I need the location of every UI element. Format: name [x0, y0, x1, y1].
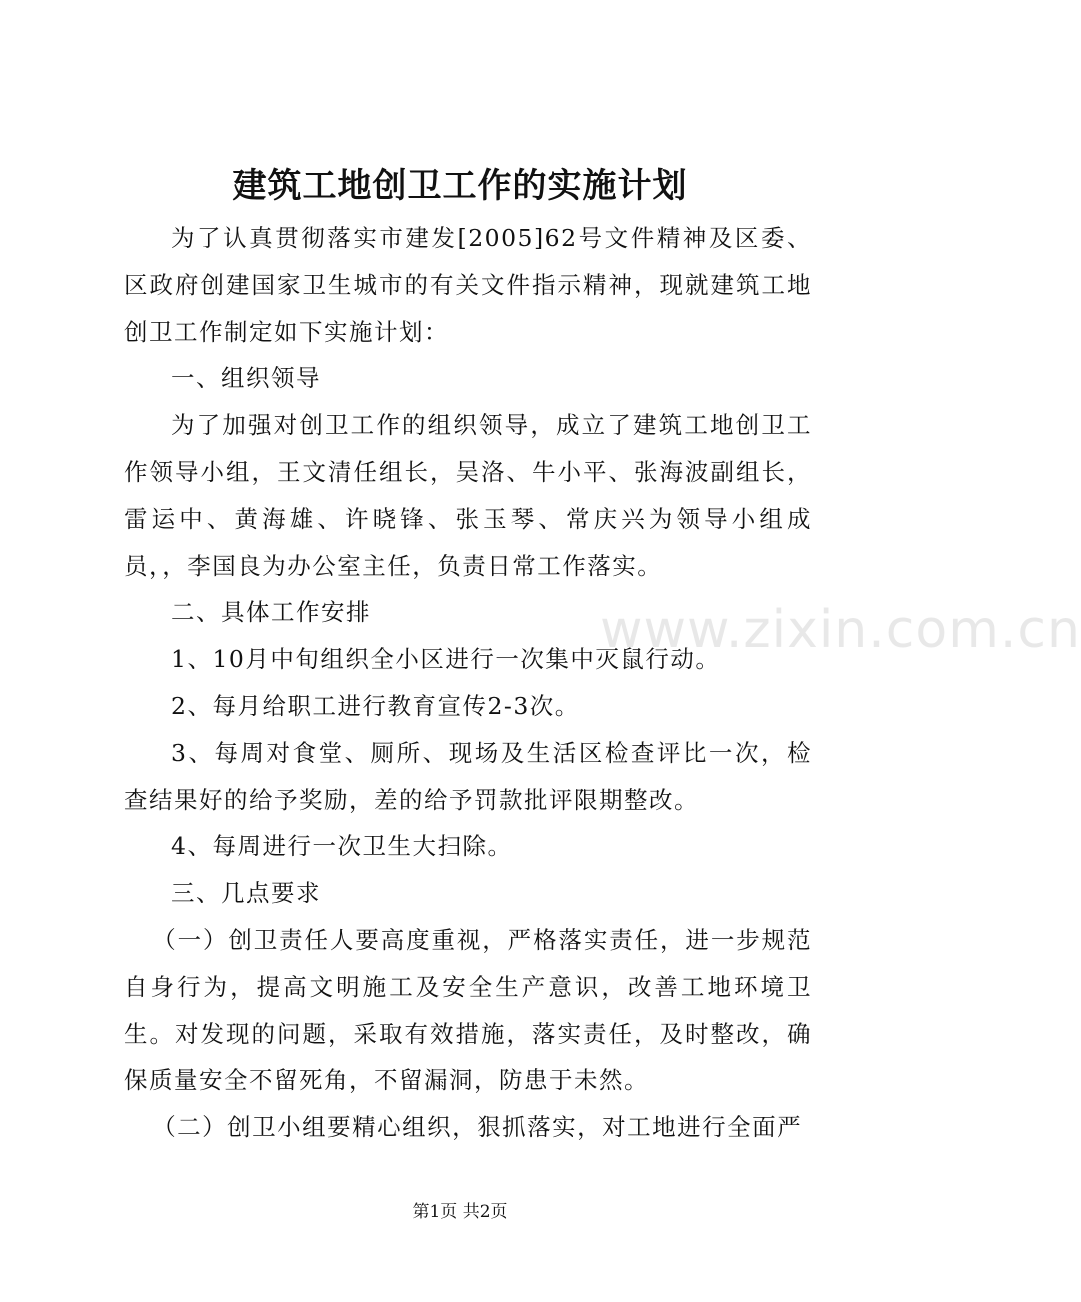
arrangement-item-3: 3、每周对食堂、厕所、现场及生活区检查评比一次，检查结果好的给予奖励，差的给予罚款批评限期整改。	[124, 738, 812, 814]
intro-paragraph: 为了认真贯彻落实市建发[2005]62号文件精神及区委、区政府创建国家卫生城市的有关文件指示精神，现就建筑工地创卫工作制定如下实施计划：	[124, 224, 812, 346]
arrangement-item-2: 2、每月给职工进行教育宣传2-3次。	[171, 691, 580, 720]
section-heading-requirements: 三、几点要求	[171, 879, 321, 908]
section-heading-organization: 一、组织领导	[171, 364, 321, 393]
document-title: 建筑工地创卫工作的实施计划	[232, 166, 688, 206]
requirement-paragraph-1: （一）创卫责任人要高度重视，严格落实责任，进一步规范自身行为，提高文明施工及安全生产意识，改善工地环境卫生。对发现的问题，采取有效措施，落实责任，及时整改，确保质量安全不留死角，不留漏洞，防患于未然。	[124, 925, 812, 1095]
watermark: www.zixin.com.cn	[600, 600, 1081, 660]
organization-paragraph: 为了加强对创卫工作的组织领导，成立了建筑工地创卫工作领导小组，王文清任组长，吴洛、牛小平、张海波副组长，雷运中、黄海雄、许晓锋、张玉琴、常庆兴为领导小组成员，，李国良为办公室主任，负责日常工作落实。	[124, 411, 812, 580]
section-heading-arrangement: 二、具体工作安排	[171, 598, 371, 627]
arrangement-item-1: 1、10月中旬组织全小区进行一次集中灭鼠行动。	[171, 645, 721, 674]
page-footer: 第1页 共2页	[412, 1202, 508, 1222]
document-body	[124, 215, 812, 1151]
arrangement-item-4: 4、每周进行一次卫生大扫除。	[171, 832, 513, 861]
requirement-paragraph-2: （二）创卫小组要精心组织，狠抓落实，对工地进行全面严	[152, 1113, 803, 1142]
